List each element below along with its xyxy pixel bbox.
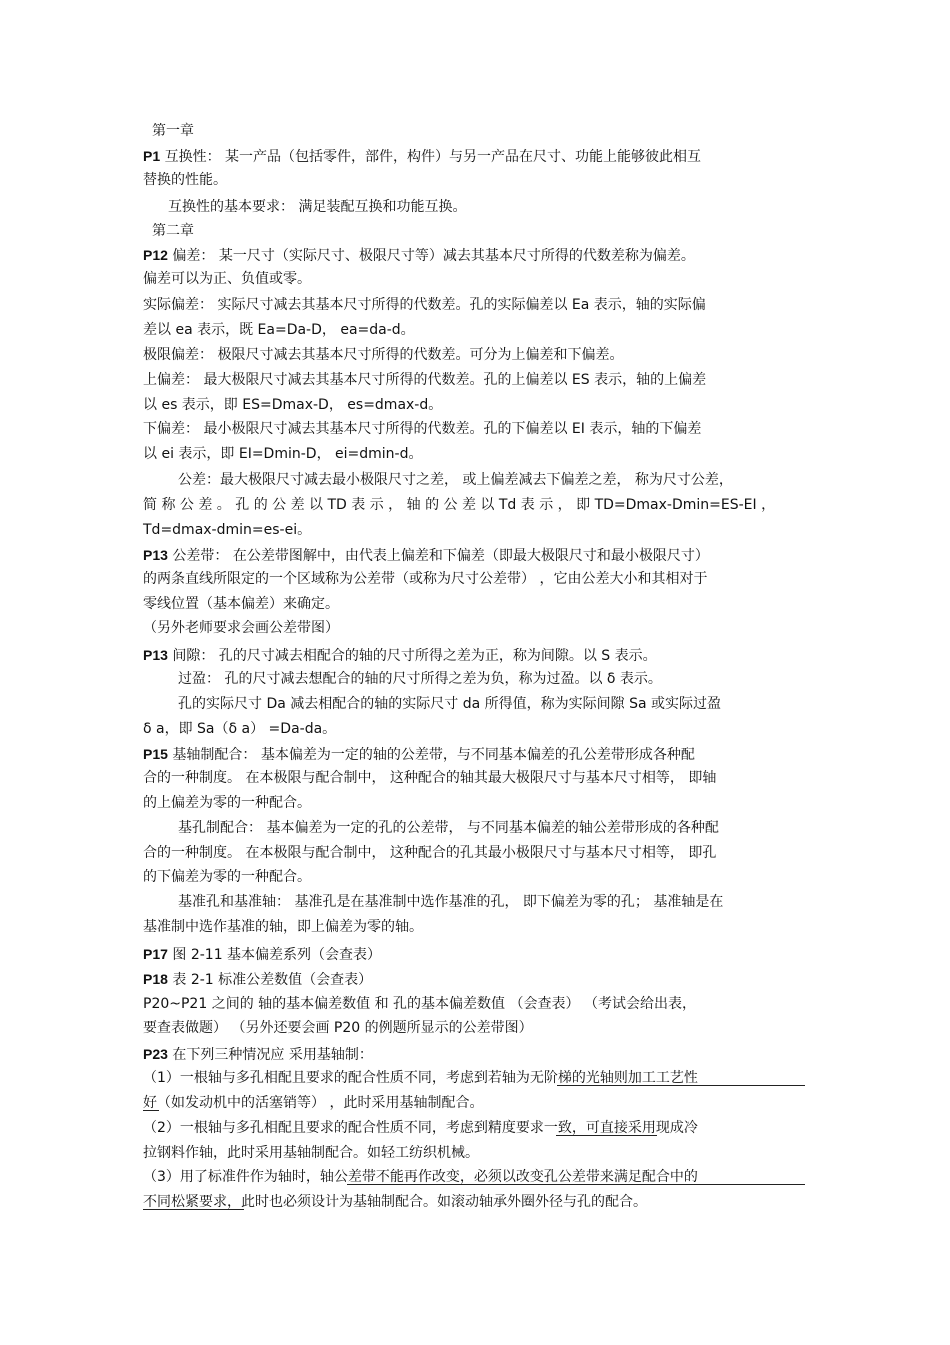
definition-line: P18 表 2-1 标准公差数值（会查表） xyxy=(143,971,373,988)
text-line: （3）用了标准件作为轴时，轴公差带不能再作改变，必须以改变孔公差带来满足配合中的 xyxy=(143,1169,698,1185)
page-ref: P12 xyxy=(143,247,168,263)
text-line: 要查表做题） （另外还要会画 P20 的例题所显示的公差带图） xyxy=(143,1020,533,1036)
page-ref: P13 xyxy=(143,547,168,563)
text-line: 极限偏差： 极限尺寸减去其基本尺寸所得的代数差。可分为上偏差和下偏差。 xyxy=(143,347,624,363)
text-line: δ a，即 Sa（δ a） =Da-da。 xyxy=(143,721,337,737)
underline-rule xyxy=(556,1135,657,1136)
text-line: 偏差可以为正、负值或零。 xyxy=(143,271,311,287)
text-line: 零线位置（基本偏差）来确定。 xyxy=(143,596,339,612)
text-line: 下偏差： 最小极限尺寸减去其基本尺寸所得的代数差。孔的下偏差以 EI 表示，轴的下偏差 xyxy=(143,421,702,437)
text-line: Td=dmax-dmin=es-ei。 xyxy=(143,522,312,538)
definition-line: P13 间隙： 孔的尺寸减去相配合的轴的尺寸所得之差为正，称为间隙。以 S 表示。 xyxy=(143,647,657,664)
text-line: 互换性的基本要求： 满足装配互换和功能互换。 xyxy=(168,199,467,215)
text-line: 过盈： 孔的尺寸减去想配合的轴的尺寸所得之差为负，称为过盈。以 δ 表示。 xyxy=(178,671,662,687)
underline-rule xyxy=(557,1085,805,1086)
text-line: 以 ei 表示，即 EI=Dmin-D， ei=dmin-d。 xyxy=(143,446,423,462)
text-line: 上偏差： 最大极限尺寸减去其基本尺寸所得的代数差。孔的上偏差以 ES 表示，轴的上偏差 xyxy=(143,372,707,388)
text-line: 差以 ea 表示，既 Ea=Da-D， ea=da-d。 xyxy=(143,322,415,338)
page-ref: P18 xyxy=(143,971,168,987)
text-line: 基准孔和基准轴： 基准孔是在基准制中选作基准的孔， 即下偏差为零的孔； 基准轴是在 xyxy=(178,894,724,910)
chapter-heading: 第一章 xyxy=(152,123,194,139)
underline-rule xyxy=(347,1184,805,1185)
definition-line: P12 偏差： 某一尺寸（实际尺寸、极限尺寸等）减去其基本尺寸所得的代数差称为偏差。 xyxy=(143,247,695,264)
text-line: 好（如发动机中的活塞销等） ，此时采用基轴制配合。 xyxy=(143,1095,484,1111)
underline-rule xyxy=(143,1209,244,1210)
text-line: 替换的性能。 xyxy=(143,172,227,188)
definition-line: P1 互换性： 某一产品（包括零件，部件，构件）与另一产品在尺寸、功能上能够彼此相互 xyxy=(143,148,702,165)
text-line: 不同松紧要求，此时也必须设计为基轴制配合。如滚动轴承外圈外径与孔的配合。 xyxy=(143,1194,647,1210)
page-ref: P15 xyxy=(143,746,168,762)
definition-line: P23 在下列三种情况应 采用基轴制： xyxy=(143,1046,373,1063)
text-line: 以 es 表示，即 ES=Dmax-D， es=dmax-d。 xyxy=(143,397,443,413)
text-line: 拉钢料作轴，此时采用基轴制配合。如轻工纺织机械。 xyxy=(143,1145,479,1161)
text-line: 的两条直线所限定的一个区域称为公差带（或称为尺寸公差带） ，它由公差大小和其相对于 xyxy=(143,571,708,587)
text-line: （1）一根轴与多孔相配且要求的配合性质不同，考虑到若轴为无阶梯的光轴则加工工艺性 xyxy=(143,1070,698,1086)
text-line: 合的一种制度。 在本极限与配合制中， 这种配合的孔其最小极限尺寸与基本尺寸相等， 即孔 xyxy=(143,845,717,861)
text-line: 简 称 公 差 。 孔 的 公 差 以 TD 表 示 ， 轴 的 公 差 以 Td 表 示 ， 即 TD=Dmax-Dmin=ES-EI ， xyxy=(143,497,776,513)
text-line: P20~P21 之间的 轴的基本偏差数值 和 孔的基本偏差数值 （会查表） （考试会给出表， xyxy=(143,996,696,1012)
text-line: 基准制中选作基准的轴，即上偏差为零的轴。 xyxy=(143,919,423,935)
text-line: 合的一种制度。 在本极限与配合制中， 这种配合的轴其最大极限尺寸与基本尺寸相等， 即轴 xyxy=(143,770,717,786)
text-line: 的上偏差为零的一种配合。 xyxy=(143,795,311,811)
text-line: 基孔制配合： 基本偏差为一定的孔的公差带， 与不同基本偏差的轴公差带形成的各种配 xyxy=(178,820,719,836)
definition-line: P15 基轴制配合： 基本偏差为一定的轴的公差带，与不同基本偏差的孔公差带形成各种配 xyxy=(143,746,695,763)
page-ref: P13 xyxy=(143,647,168,663)
text-line: （2）一根轴与多孔相配且要求的配合性质不同，考虑到精度要求一致，可直接采用现成冷 xyxy=(143,1120,698,1136)
definition-line: P17 图 2-11 基本偏差系列（会查表） xyxy=(143,946,382,963)
definition-line: P13 公差带： 在公差带图解中，由代表上偏差和下偏差（即最大极限尺寸和最小极限尺寸） xyxy=(143,547,709,564)
page-ref: P23 xyxy=(143,1046,168,1062)
underline-rule xyxy=(143,1110,159,1111)
page-ref: P1 xyxy=(143,148,161,164)
chapter-heading: 第二章 xyxy=(152,223,194,239)
text-line: 公差：最大极限尺寸减去最小极限尺寸之差， 或上偏差减去下偏差之差， 称为尺寸公差， xyxy=(178,472,733,488)
text-line: （另外老师要求会画公差带图） xyxy=(143,620,339,636)
page-ref: P17 xyxy=(143,946,168,962)
text-line: 实际偏差： 实际尺寸减去其基本尺寸所得的代数差。孔的实际偏差以 Ea 表示，轴的实际偏 xyxy=(143,297,706,313)
text-line: 孔的实际尺寸 Da 减去相配合的轴的实际尺寸 da 所得值，称为实际间隙 Sa 或实际过盈 xyxy=(178,696,721,712)
text-line: 的下偏差为零的一种配合。 xyxy=(143,869,311,885)
